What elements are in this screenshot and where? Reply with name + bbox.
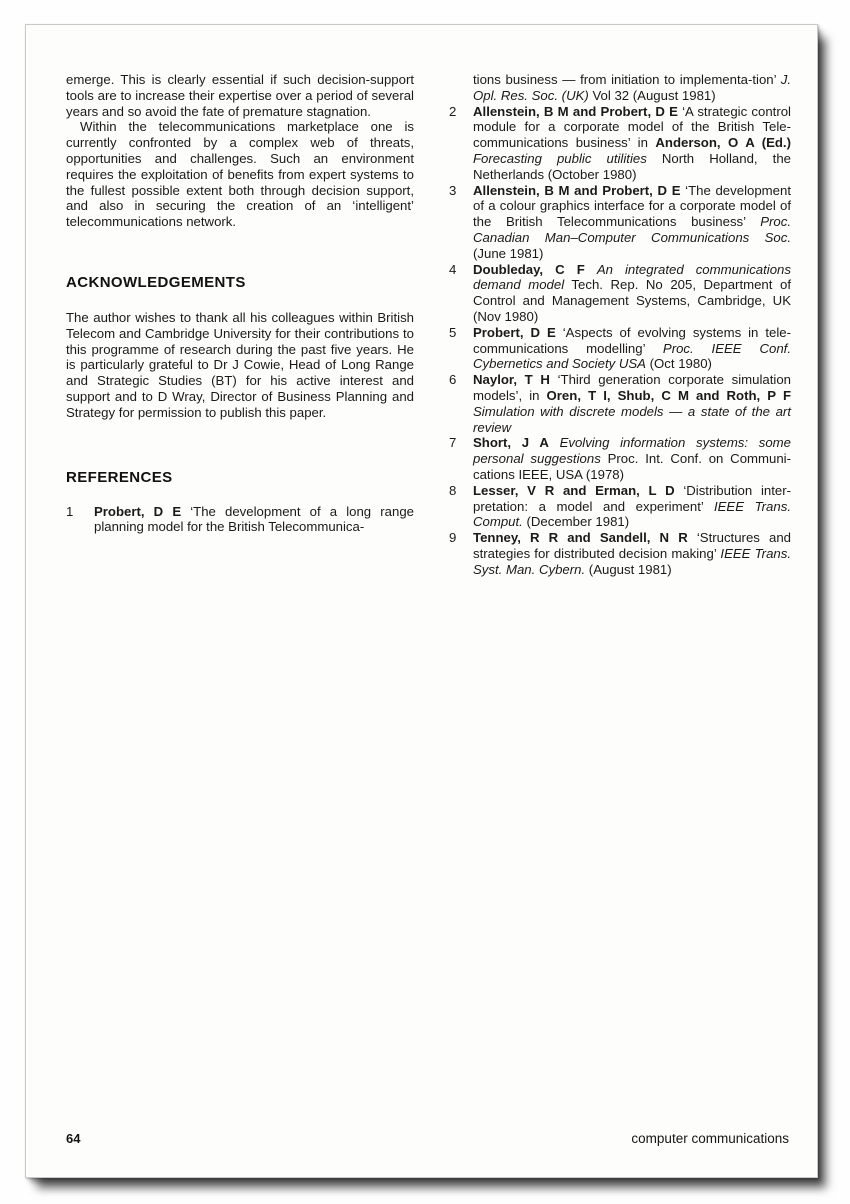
reference-text: Allenstein, B M and Probert, D E ‘A strategic control module for a corporate model of the British Tele-communications business’ in Anderson, O A (Ed.) Forecasting public utilities North Holland, the Netherlands (October 1980) bbox=[473, 103, 791, 182]
reference-text: Doubleday, C F An integrated communications demand model Tech. Rep. No 205, Department of Control and Management Systems, Cambridge, UK (Nov 1980) bbox=[473, 261, 791, 324]
reference-number: 2 bbox=[449, 103, 457, 119]
page-number: 64 bbox=[66, 1131, 81, 1146]
reference-item-4 bbox=[449, 262, 791, 325]
reference-item-1 bbox=[66, 504, 414, 536]
reference-item-8 bbox=[449, 483, 791, 530]
reference-item-2 bbox=[449, 104, 791, 183]
reference-number: 5 bbox=[449, 324, 457, 340]
reference-item-6 bbox=[449, 372, 791, 435]
reference-number: 3 bbox=[449, 182, 457, 198]
reference-number: 8 bbox=[449, 482, 457, 498]
reference-text: tions business — from initiation to implementa-tion’ J. Opl. Res. Soc. (UK) Vol 32 (August 1981) bbox=[473, 72, 791, 103]
reference-item-3 bbox=[449, 183, 791, 262]
reference-text: Tenney, R R and Sandell, N R ‘Structures and strategies for distributed decision making’ IEEE Trans. Syst. Man. Cybern. (August 1981) bbox=[473, 530, 791, 577]
reference-text: Short, J A Evolving information systems: some personal suggestions Proc. Int. Conf. on Communi-cations IEEE, USA (1978) bbox=[473, 435, 791, 482]
intro-paragraph-continued: emerge. This is clearly essential if such decision-support tools are to increase their expertise over a period of several years and so avoid the fate of premature stagnation. bbox=[66, 72, 414, 119]
reference-item-9 bbox=[449, 530, 791, 577]
journal-page bbox=[25, 24, 818, 1178]
reference-text: Probert, D E ‘Aspects of evolving systems in tele-communications modelling’ Proc. IEEE Conf. Cybernetics and Society USA (Oct 1980) bbox=[473, 324, 792, 372]
reference-text: Naylor, T H ‘Third generation corporate simulation models’, in Oren, T I, Shub, C M and Roth, P F Simulation with discrete models — a state of the art review bbox=[473, 372, 792, 435]
reference-number: 6 bbox=[449, 372, 457, 388]
reference-item-5 bbox=[449, 325, 791, 372]
journal-name: computer communications bbox=[631, 1131, 789, 1146]
reference-number: 4 bbox=[449, 261, 457, 277]
reference-number: 7 bbox=[449, 435, 457, 451]
intro-paragraph-2: Within the telecommunications marketplace one is currently confronted by a complex web of threats, opportunities and challenges. Such an environment requires the exploitation of benefits from expert systems to the fullest possible extent both through decision support, and also in securing the creation of an ‘intelligent’ telecommunications network. bbox=[66, 119, 414, 230]
reference-number: 1 bbox=[66, 503, 74, 519]
reference-text: Probert, D E ‘The development of a long range planning model for the British Telecommunica- bbox=[94, 503, 414, 535]
two-column-layout bbox=[66, 72, 791, 578]
acknowledgements-body: The author wishes to thank all his colleagues within British Telecom and Cambridge University for their contributions to this programme of research during the past five years. He is particularly grateful to Dr J Cowie, Head of Long Range and Strategic Studies (BT) for his active interest and support and to D Wray, Director of Business Planning and Strategy for permission to publish this paper. bbox=[66, 309, 414, 420]
right-column bbox=[449, 72, 791, 578]
reference-text: Lesser, V R and Erman, L D ‘Distribution inter-pretation: a model and experiment’ IEEE Trans. Comput. (December 1981) bbox=[473, 482, 791, 530]
references-heading: REFERENCES bbox=[66, 468, 173, 486]
reference-item-7 bbox=[449, 435, 791, 482]
reference-number: 9 bbox=[449, 530, 457, 546]
reference-text: Allenstein, B M and Probert, D E ‘The development of a colour graphics interface for a corporate model of the British Telecommunications business’ Proc. Canadian Man–Computer Communications Soc. (June 1981) bbox=[473, 182, 791, 261]
left-column bbox=[66, 72, 414, 578]
page-footer bbox=[66, 1131, 789, 1146]
reference-item-1-continuation bbox=[449, 72, 791, 104]
acknowledgements-heading: ACKNOWLEDGEMENTS bbox=[66, 273, 246, 291]
